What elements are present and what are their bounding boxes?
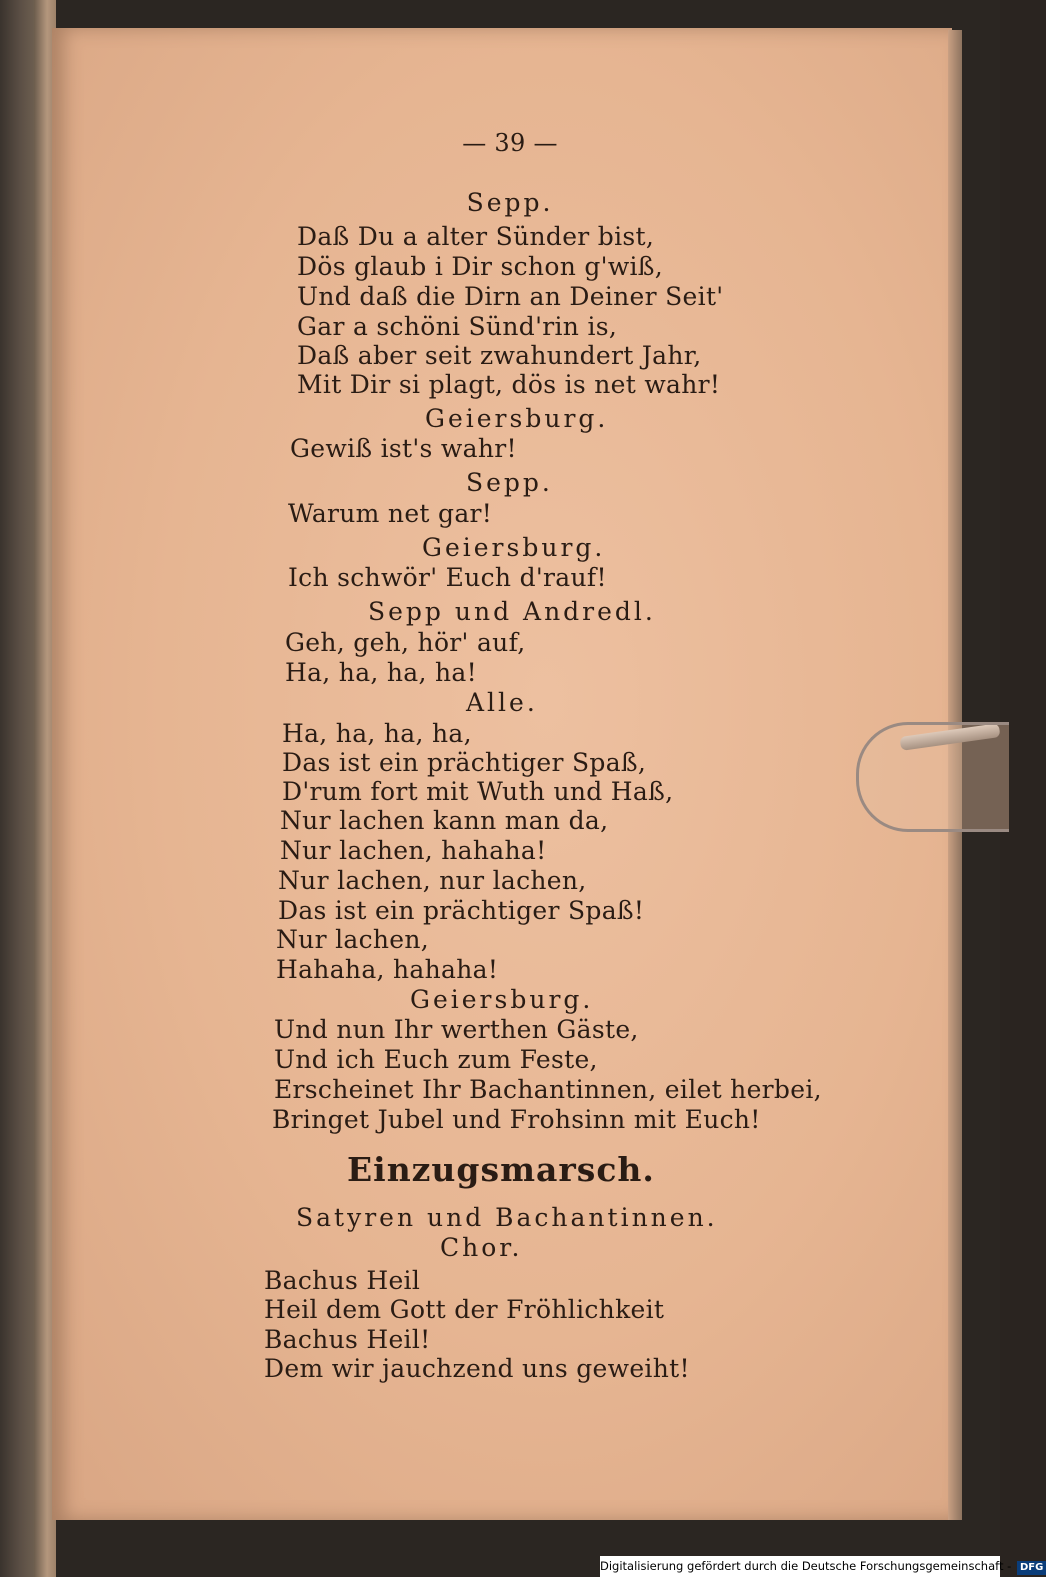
verse-line: Bachus Heil [264,1266,421,1295]
verse-line: Das ist ein prächtiger Spaß! [278,896,645,925]
digitization-credit [600,1556,1044,1577]
page-number: — 39 — [462,129,558,157]
speaker-line: Sepp. [466,188,554,217]
speaker-line: Satyren und Bachantinnen. [296,1203,718,1232]
verse-line: D'rum fort mit Wuth und Haß, [282,777,674,806]
speaker-line: Geiersburg. [425,404,609,433]
verse-line: Heil dem Gott der Fröhlichkeit [264,1295,665,1324]
verse-line: Gewiß ist's wahr! [290,434,517,463]
dfg-logo: DFG [1017,1561,1046,1575]
verse-line: Nur lachen, [276,925,430,954]
verse-line: Hahaha, hahaha! [276,955,499,984]
speaker-line: Geiersburg. [422,533,606,562]
speaker-line: Sepp. [466,468,553,497]
verse-line: Geh, geh, hör' auf, [285,628,526,657]
verse-line: Daß Du a alter Sünder bist, [297,222,655,251]
verse-line: Bachus Heil! [264,1325,431,1354]
speaker-line: Geiersburg. [410,985,594,1014]
verse-line: Warum net gar! [288,499,493,528]
verse-line: Nur lachen, nur lachen, [278,866,587,895]
section-heading: Einzugsmarsch. [347,1150,655,1189]
verse-line: Ich schwör' Euch d'rauf! [288,563,607,592]
verse-line: Ha, ha, ha, ha! [285,658,477,687]
verse-line: Und nun Ihr werthen Gäste, [274,1015,639,1044]
verse-line: Gar a schöni Sünd'rin is, [297,312,618,341]
verse-line: Und ich Euch zum Feste, [274,1045,598,1074]
speaker-line: Alle. [466,688,538,717]
verse-line: Dem wir jauchzend uns geweiht! [264,1354,690,1383]
verse-line: Das ist ein prächtiger Spaß, [282,748,647,777]
verse-line: Nur lachen, hahaha! [280,836,547,865]
verse-line: Erscheinet Ihr Bachantinnen, eilet herbei, [274,1075,822,1104]
speaker-line: Sepp und Andredl. [368,597,656,626]
verse-line: Nur lachen kann man da, [280,806,609,835]
verse-line: Bringet Jubel und Frohsinn mit Euch! [272,1105,761,1134]
verse-line: Und daß die Dirn an Deiner Seit' [297,282,724,311]
verse-line: Ha, ha, ha, ha, [282,719,472,748]
verse-line: Daß aber seit zwahundert Jahr, [297,341,702,370]
speaker-line: Chor. [440,1233,523,1262]
verse-line: Mit Dir si plagt, dös is net wahr! [297,370,721,399]
verse-line: Dös glaub i Dir schon g'wiß, [297,252,664,281]
credit-text: Digitalisierung gefördert durch die Deutsche Forschungsgemeinschaft - [600,1559,1012,1573]
